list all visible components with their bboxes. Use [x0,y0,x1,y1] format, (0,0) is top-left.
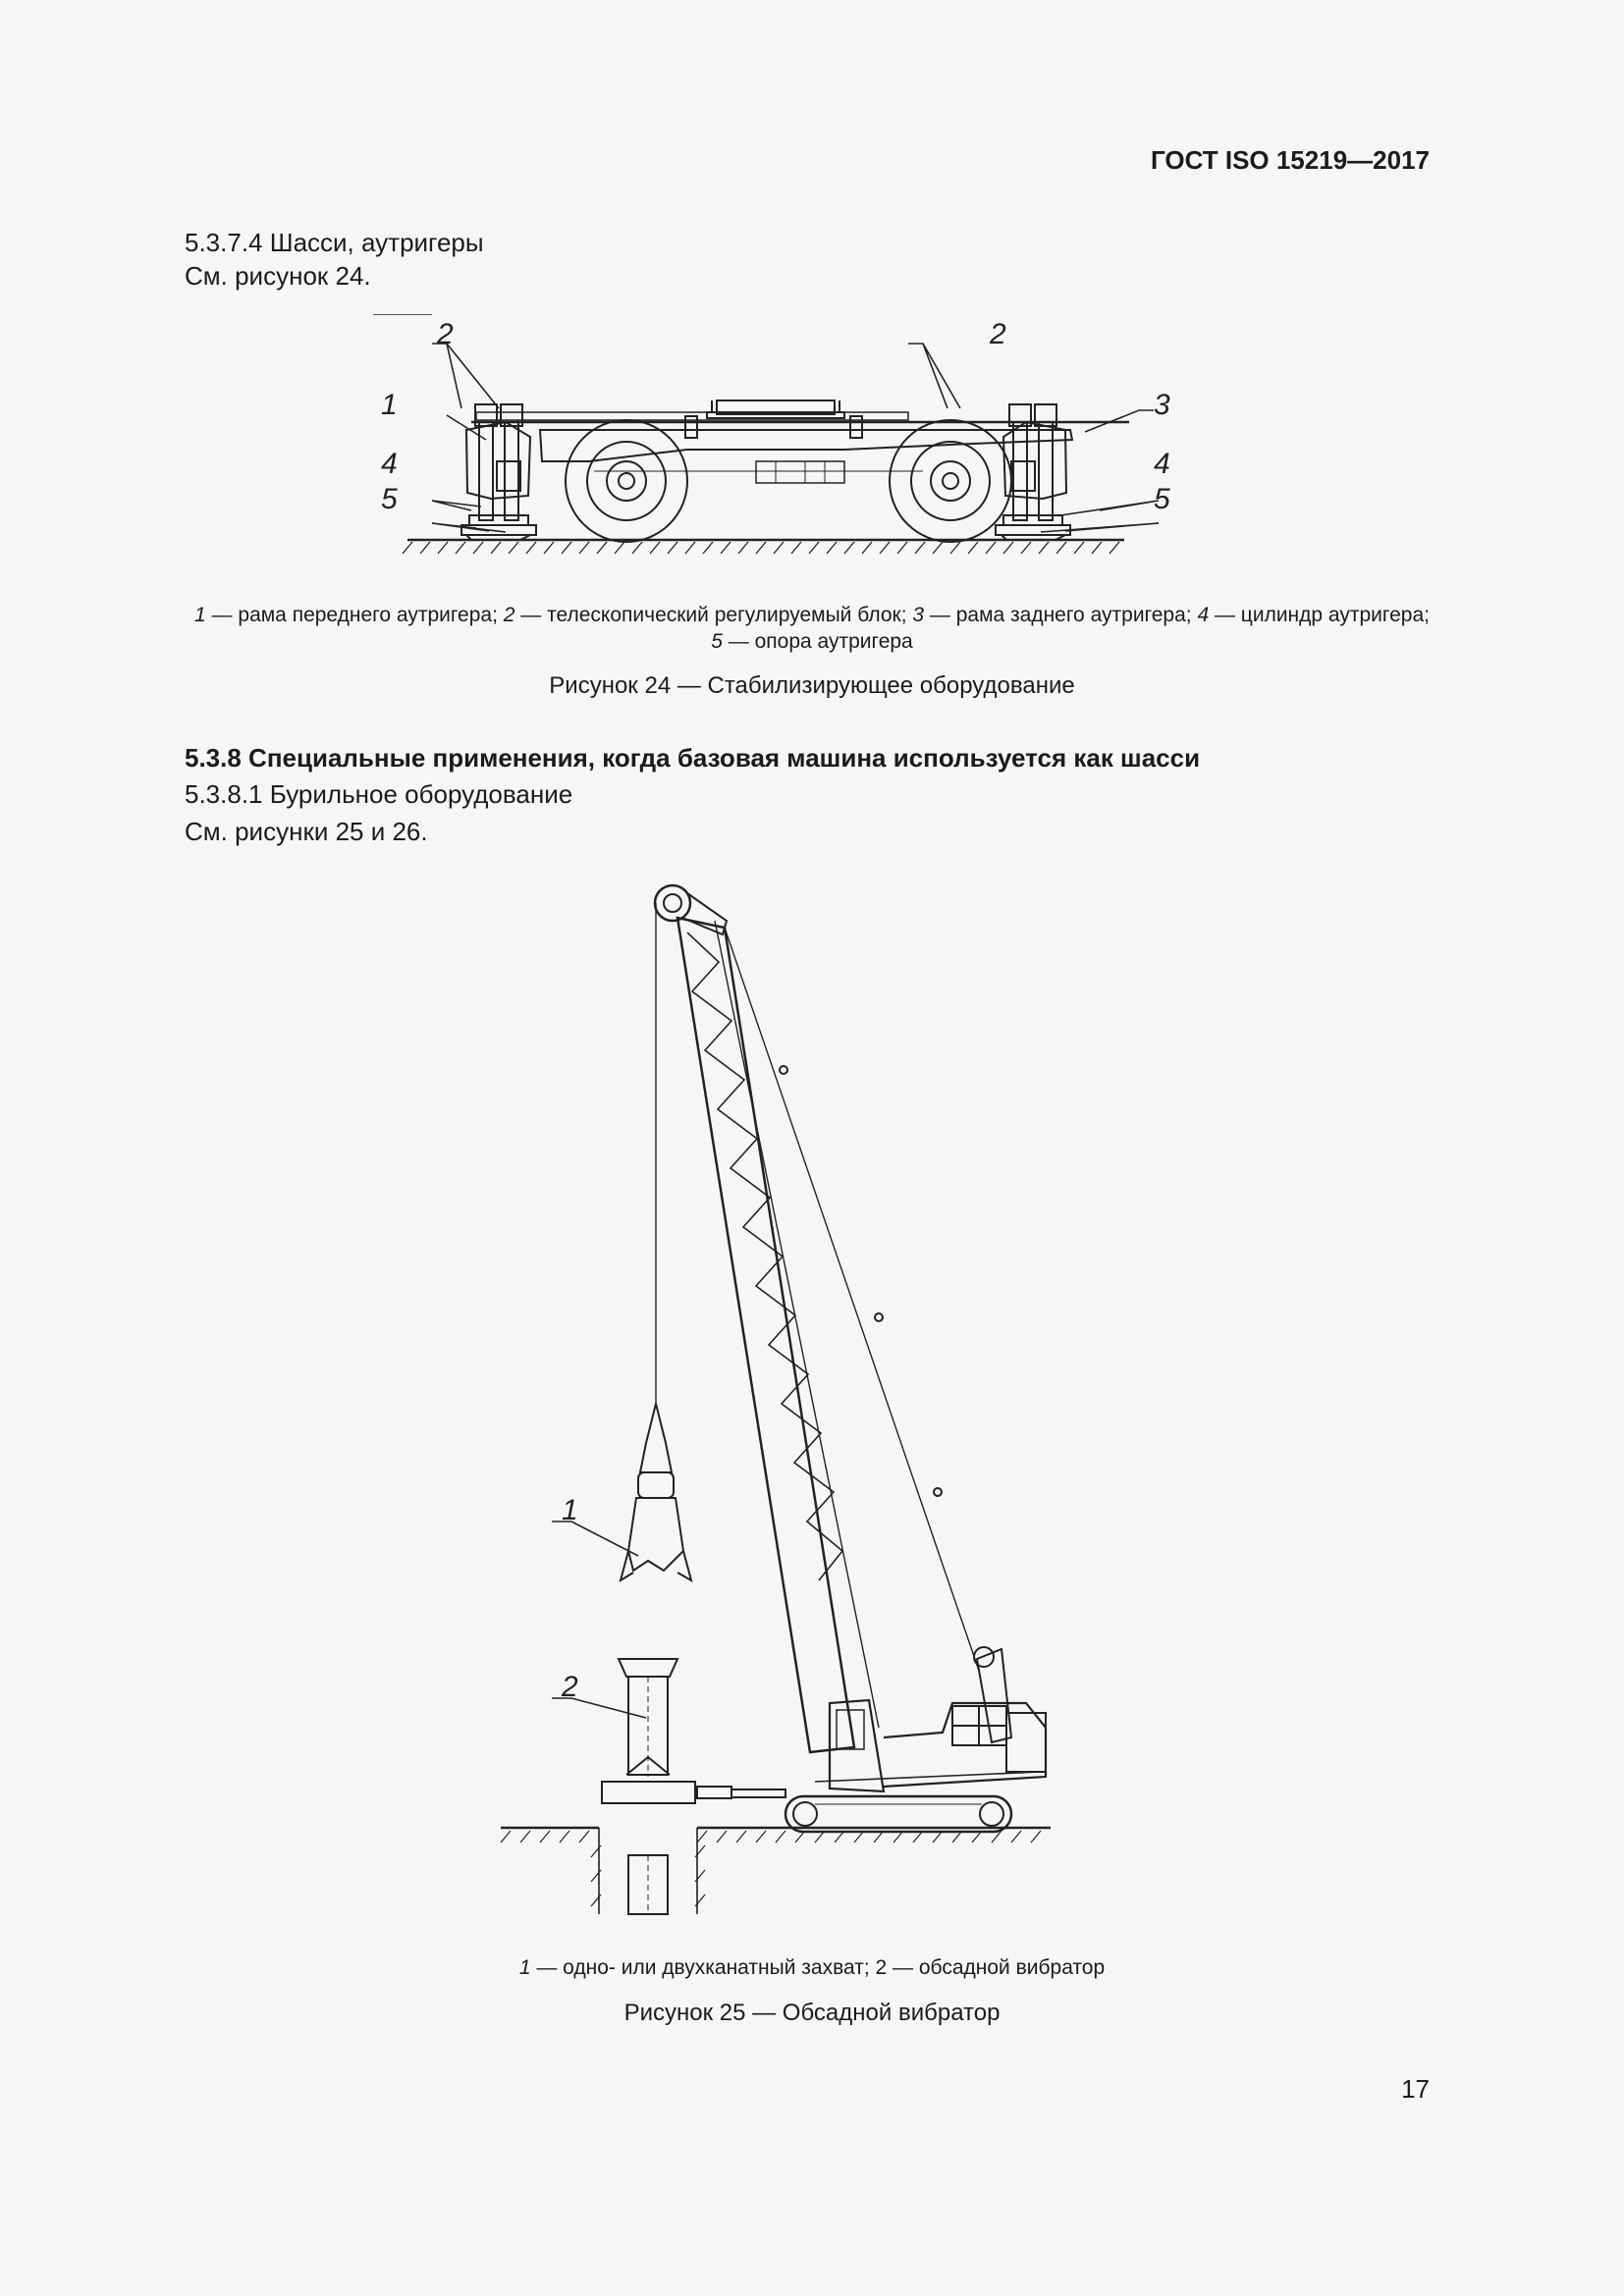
section-heading-538: 5.3.8 Специальные применения, когда базовая машина используется как шасси [185,743,1201,773]
fig24-legend-l2-text-0: — опора аутригера [722,630,913,653]
figure24-legend-line1 [0,604,1624,627]
fig24-legend-l1-text-0: — рама переднего аутригера; [205,604,504,626]
fig24-legend-l1-text-3: — цилиндр аутригера; [1209,604,1430,626]
figure25-drawing [491,874,1080,1934]
fig24-callout-5-left: 5 [381,483,398,515]
document-header: ГОСТ ISO 15219—2017 [1150,145,1430,175]
page-number: 17 [1401,2074,1430,2104]
figure24-caption: Рисунок 24 — Стабилизирующее оборудование [549,672,1075,699]
fig24-callout-5-right: 5 [1154,483,1170,515]
fig24-legend-l1-text-2: — рама заднего аутригера; [924,604,1198,626]
figure25-reference: См. рисунки 25 и 26. [185,817,428,846]
fig24-callout-2-right: 2 [990,318,1006,350]
section-title-5374: 5.3.7.4 Шасси, аутригеры [185,228,484,257]
figure24-reference: См. рисунок 24. [185,261,371,291]
section-sub-5381: 5.3.8.1 Бурильное оборудование [185,779,573,809]
fig24-callout-3: 3 [1154,389,1170,421]
fig24-legend-l1-num-1: 2 [503,604,515,626]
fig24-callout-1: 1 [381,389,398,421]
fig25-callout-1: 1 [562,1494,578,1526]
figure24-legend-line2 [0,630,1624,654]
fig24-legend-l1-num-0: 1 [194,604,206,626]
fig25-legend-text: — одно- или двухканатный захват; 2 — обсадной вибратор [530,1956,1106,1979]
fig24-legend-l1-num-3: 4 [1197,604,1210,626]
figure24-drawing [373,314,1257,569]
fig24-callout-4-right: 4 [1154,448,1170,480]
figure25-caption: Рисунок 25 — Обсадной вибратор [623,2000,1001,2026]
fig24-callout-2-left: 2 [437,318,454,350]
fig24-legend-l2-num-0: 5 [711,630,723,653]
figure25-legend [0,1956,1624,1980]
fig25-legend-num1: 1 [518,1956,531,1979]
fig24-callout-4-left: 4 [381,448,398,480]
fig24-legend-l1-num-2: 3 [912,604,925,626]
fig25-callout-2: 2 [562,1671,578,1703]
fig24-legend-l1-text-1: — телескопический регулируемый блок; [514,604,913,626]
